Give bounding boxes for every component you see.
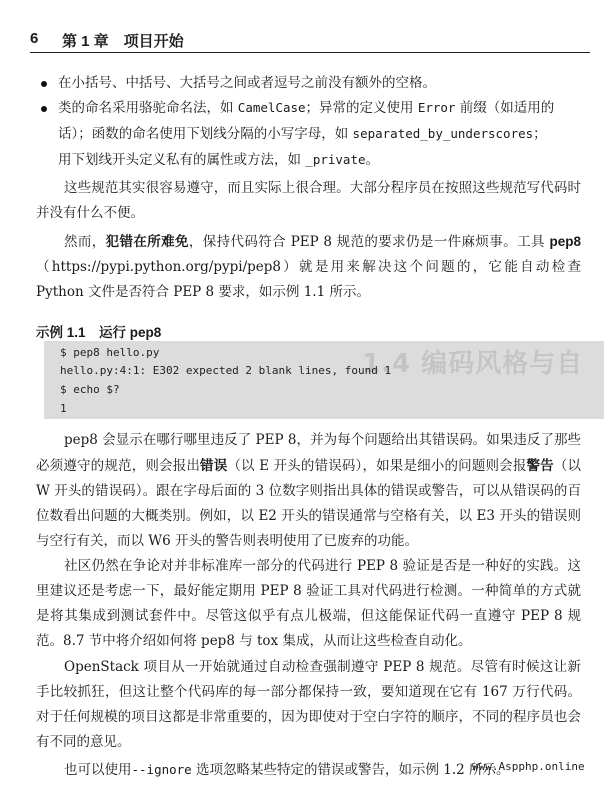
bold-text: 错误	[200, 458, 228, 473]
bullet-text: 话）；函数的命名使用下划线分隔的小写字母，如	[58, 126, 353, 142]
bullet-line	[58, 123, 578, 145]
paragraph-text: （以 W 开头的错误码）。跟在字母后面的 3 位数字则指出具体的错误或警告，可以从错误码的百位数看出问题的大概类别。例如，以 E2 开头的错误通常与空格有关，以 E3 开头的错误则与空行有关，而以 W6 开头的警告则表明使用了已废弃的功能。	[36, 458, 582, 549]
bullet-dot-icon	[41, 81, 47, 87]
code-line: hello.py:4:1: E302 expected 2 blank lines, found 1	[60, 364, 392, 377]
paragraph-text: ，保持代码符合 PEP 8 规范的要求仍是一件麻烦事。工具	[188, 234, 550, 250]
paragraph-text: 选项忽略某些特定的错误或警告，如示例 1.2 所示。	[191, 762, 510, 778]
inline-code: CamelCase	[237, 100, 306, 115]
inline-code: separated_by_underscores	[352, 126, 534, 141]
paragraph: 这些规范其实很容易遵守，而且实际上很合理。大部分程序员在按照这些规范写代码时并没有什么不便。	[36, 180, 581, 221]
paragraph-text: （以 E 开头的错误码），如果是细小的问题则会报	[227, 458, 527, 474]
example-title: 示例 1.1 运行 pep8	[36, 325, 162, 340]
watermark-text: www.Aspphp.online	[472, 760, 585, 773]
code-line: $ echo $?	[60, 383, 120, 396]
bullet-text: 在小括号、中括号、大括号之间或者逗号之前没有额外的空格。	[58, 75, 436, 91]
bold-text: 犯错在所难免	[105, 234, 189, 249]
page-header	[30, 30, 590, 52]
code-line: 1	[60, 402, 67, 415]
bullet-line	[58, 149, 578, 171]
paragraph	[36, 229, 581, 305]
paragraph	[36, 428, 581, 554]
code-line: $ pep8 hello.py	[60, 346, 160, 359]
bold-text: pep8	[549, 234, 582, 249]
bold-text: 警告	[526, 458, 554, 473]
paragraph-text: 也可以使用	[64, 762, 132, 778]
page-number: 6	[30, 30, 39, 47]
paragraph-text: （https://pypi.python.org/pypi/pep8）就是用来解决这个问题的，它能自动检查 Python 文件是否符合 PEP 8 要求，如示例 1.1 所示。	[36, 259, 581, 300]
paragraph-text: pep8 会显示在哪行哪里违反了 PEP 8，并为每个问题给出其错误码。如果违反了那些必须遵守的规范，则会报出	[36, 432, 581, 474]
code-block	[44, 341, 604, 419]
bullet-text: 前缀（如适用的	[455, 100, 555, 116]
bleed-through-text: 1.4 编码风格与自	[362, 349, 584, 379]
bullet-line	[58, 97, 578, 119]
inline-code: --ignore	[131, 762, 192, 777]
paragraph-text: 然而，	[64, 234, 106, 250]
bullet-text: ；异常的定义使用	[305, 100, 418, 116]
bullet-text: 。	[365, 152, 380, 168]
bullet-item	[58, 97, 578, 171]
bullet-text: 用下划线开头定义私有的属性或方法，如	[58, 152, 306, 168]
bullet-dot-icon	[41, 106, 47, 112]
chapter-title: 第 1 章 项目开始	[62, 33, 184, 50]
bullet-text: 类的命名采用骆驼命名法，如	[58, 100, 238, 116]
inline-code: Error	[417, 100, 456, 115]
bullet-text: ；	[533, 126, 547, 142]
inline-code: _private	[305, 152, 366, 167]
bullet-item	[58, 72, 578, 94]
paragraph: OpenStack 项目从一开始就通过自动检查强制遵守 PEP 8 规范。尽管有时候这让新手比较抓狂，但这让整个代码库的每一部分都保持一致，要知道现在它有 167 万行代码。对于任何规模的项目这都是非常重要的，因为即使对于空白字符的顺序，不同的程序员也会有不同的意见。	[36, 659, 581, 750]
paragraph: 社区仍然在争论对并非标准库一部分的代码进行 PEP 8 验证是否是一种好的实践。这里建议还是考虑一下，最好能定期用 PEP 8 验证工具对代码进行检测。一种简单的方式就是将其集成到测试套件中。尽管这似乎有点儿极端，但这能保证代码一直遵守 PEP 8 规范。8.7 节中将介绍如何将 pep8 与 tox 集成，从而让这些检查自动化。	[36, 558, 581, 649]
header-divider	[30, 52, 590, 53]
